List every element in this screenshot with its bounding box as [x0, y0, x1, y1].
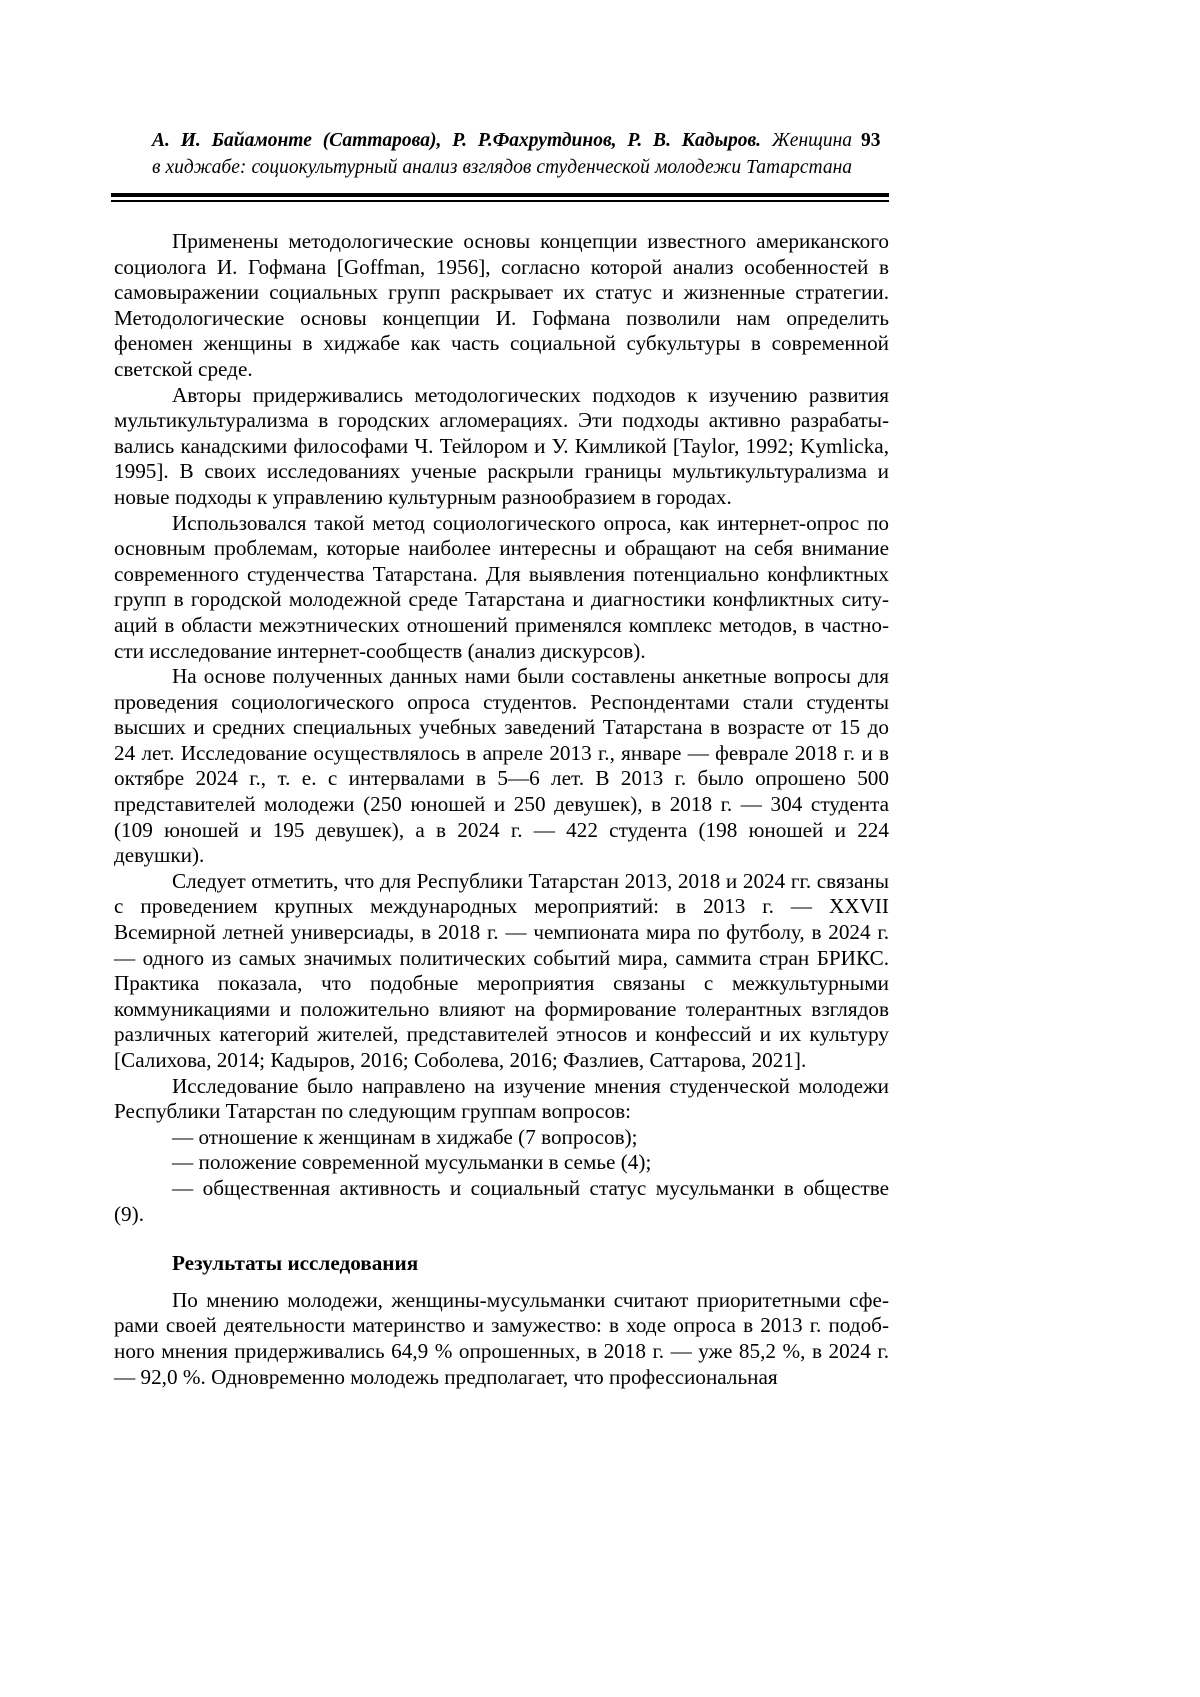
paragraph: Исследование было направлено на изучение мнения студенческой моло­дежи Республики Татарстан по следующим группам вопросов: — [114, 1074, 889, 1125]
paragraph: На основе полученных данных нами были составлены анкетные вопросы для проведения социологического опроса студентов. Респондентами стали сту­денты высших и средних специальных учебных заведений Татарстана в возрасте от 15 до 24 лет. Исследование осуществлялось в апреле 2013 г., январе — фев­рале 2018 г. и в октябре 2024 г., т. е. с интервалами в 5—6 лет. В 2013 г. было опрошено 500 представителей молодежи (250 юношей и 250 девушек), в 2018 г. — 304 студента (109 юношей и 195 девушек), а в 2024 г. — 422 студента (198 юношей и 224 девушки). — [114, 664, 889, 869]
header-rule-thick — [111, 193, 889, 197]
paragraph: Авторы придерживались методологических подходов к изучению развития мультикультурализма в городских агломерациях. Эти подходы активно разрабаты­вались канадскими философами Ч. Тейлором и У. Кимликой [Taylor, 1992; Kymlicka, 1995]. В своих исследованиях ученые раскрыли границы мультикульту­рализма и новые подходы к управлению культурным разнообразием в городах. — [114, 383, 889, 511]
paragraph: Следует отметить, что для Республики Татарстан 2013, 2018 и 2024 гг. связаны с проведением крупных международных мероприятий: в 2013 г. — XXVII Всемирной летней универсиады, в 2018 г. — чемпионата мира по футбо­лу, в 2024 г. — одного из самых значимых политических событий мира, саммита стран БРИКС. Практика показала, что подобные мероприятия связаны с меж­культурными коммуникациями и положительно влияют на формирование толе­рантных взглядов различных категорий жителей, представителей этносов и кон­фессий и их культуру [Салихова, 2014; Кадыров, 2016; Соболева, 2016; Фазлиев, Саттарова, 2021]. — [114, 869, 889, 1074]
header-authors: А. И. Байамонте (Саттарова), Р. Р.Фахрутдинов, Р. В. Кадыров. — [152, 130, 761, 151]
article-body — [114, 229, 889, 1390]
paragraph: Использовался такой метод социологического опроса, как интернет-опрос по основным проблемам, которые наиболее интересны и обращают на себя внимание современного студенчества Татарстана. Для выявления потенциально конфликтных групп в городской молодежной среде Татарстана и диагностики конфликтных ситу­аций в области межэтнических отношений применялся комплекс методов, в частно­сти исследование интернет-сообществ (анализ дискурсов). — [114, 511, 889, 665]
section-heading: Результаты исследования — [114, 1251, 889, 1277]
running-header-line-1 — [152, 127, 852, 154]
paragraph: По мнению молодежи, женщины-мусульманки считают приоритетными сфе­рами своей деятельности материнство и замужество: в ходе опроса в 2013 г. подоб­ного мнения придерживались 64,9 % опрошенных, в 2018 г. — уже 85,2 %, в 2024 г. — 92,0 %. Одновременно молодежь предполагает, что профессиональная — [114, 1288, 889, 1390]
page-number: 93 — [861, 127, 881, 154]
journal-page — [0, 0, 1200, 1697]
list-item: — отношение к женщинам в хиджабе (7 вопросов); — [114, 1125, 889, 1151]
header-title-part-2: в хиджабе: социокультурный анализ взглядов студенческой молодежи Татарстана — [152, 154, 852, 181]
header-title-part-1: Женщина — [772, 130, 852, 151]
list-item: — положение современной мусульманки в семье (4); — [114, 1150, 889, 1176]
header-rule-thin — [111, 200, 889, 202]
running-header — [152, 127, 852, 181]
list-item: — общественная активность и социальный статус мусульманки в об­ществе (9). — [114, 1176, 889, 1227]
paragraph: Применены методологические основы концепции известного американ­ского социолога И. Гофмана [Goffman, 1956], согласно которой анализ особен­ностей в самовыражении социальных групп раскрывает их статус и жизненные стратегии. Методологические основы концепции И. Гофмана позволили нам определить феномен женщины в хиджабе как часть социальной субкультуры в современной светской среде. — [114, 229, 889, 383]
